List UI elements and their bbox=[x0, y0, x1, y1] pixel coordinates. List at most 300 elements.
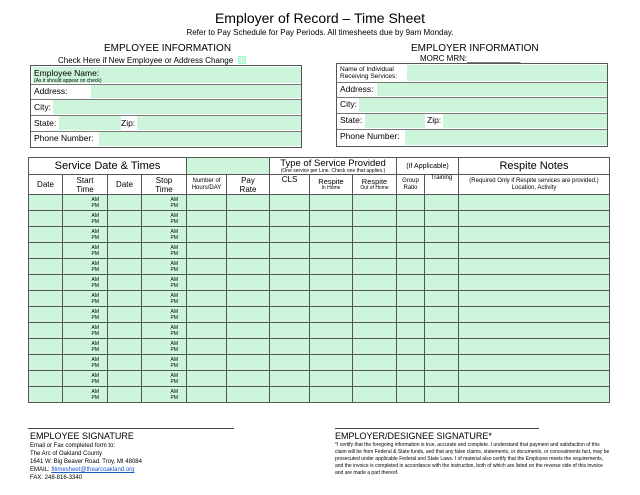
table-cell[interactable] bbox=[227, 355, 270, 371]
type-of-service-header bbox=[270, 158, 397, 175]
group-line-1: Group bbox=[402, 177, 419, 184]
table-cell[interactable] bbox=[108, 259, 142, 275]
employee-state-label: State: bbox=[34, 118, 57, 128]
employee-phone-field[interactable] bbox=[99, 132, 301, 146]
table-cell[interactable] bbox=[227, 307, 270, 323]
table-cell[interactable] bbox=[425, 259, 459, 275]
start-time-cell[interactable] bbox=[63, 195, 108, 211]
table-cell[interactable] bbox=[270, 371, 310, 387]
table-cell[interactable] bbox=[310, 307, 353, 323]
am-label: AM bbox=[91, 212, 99, 219]
start-time-cell[interactable] bbox=[63, 307, 108, 323]
am-label: AM bbox=[170, 340, 178, 347]
table-cell[interactable] bbox=[29, 259, 63, 275]
table-cell[interactable] bbox=[29, 243, 63, 259]
start-time-cell[interactable] bbox=[63, 243, 108, 259]
table-cell[interactable] bbox=[187, 259, 227, 275]
table-cell[interactable] bbox=[397, 307, 425, 323]
table-cell[interactable] bbox=[29, 227, 63, 243]
respite-out-home-column-header bbox=[353, 175, 397, 195]
respite-out-line-2: Out of Home bbox=[360, 184, 389, 191]
table-cell[interactable] bbox=[108, 211, 142, 227]
am-label: AM bbox=[91, 244, 99, 251]
employee-phone-label: Phone Number: bbox=[34, 133, 94, 143]
table-cell[interactable] bbox=[227, 211, 270, 227]
table-cell[interactable] bbox=[108, 227, 142, 243]
table-cell[interactable] bbox=[353, 371, 397, 387]
employer-info-heading: EMPLOYER INFORMATION bbox=[411, 43, 539, 54]
am-label: AM bbox=[170, 292, 178, 299]
timesheet-table bbox=[28, 157, 610, 403]
pm-label: PM bbox=[170, 202, 178, 209]
am-label: AM bbox=[91, 276, 99, 283]
pm-label: PM bbox=[170, 282, 178, 289]
respite-in-home-column-header bbox=[310, 175, 353, 195]
table-cell[interactable] bbox=[270, 307, 310, 323]
table-cell[interactable] bbox=[459, 227, 610, 243]
table-cell[interactable] bbox=[227, 275, 270, 291]
am-label: AM bbox=[170, 276, 178, 283]
pm-label: PM bbox=[170, 266, 178, 273]
start-time-cell[interactable] bbox=[63, 227, 108, 243]
table-cell[interactable] bbox=[108, 323, 142, 339]
table-cell[interactable] bbox=[108, 275, 142, 291]
employer-info-box bbox=[336, 63, 608, 147]
start-time-cell[interactable] bbox=[63, 371, 108, 387]
table-cell[interactable] bbox=[425, 211, 459, 227]
am-label: AM bbox=[170, 388, 178, 395]
table-cell[interactable] bbox=[108, 371, 142, 387]
table-cell[interactable] bbox=[270, 259, 310, 275]
pm-label: PM bbox=[91, 202, 99, 209]
pm-label: PM bbox=[91, 250, 99, 257]
stop-time-cell[interactable] bbox=[142, 371, 187, 387]
pm-label: PM bbox=[91, 234, 99, 241]
am-label: AM bbox=[170, 356, 178, 363]
cls-column-header: CLS bbox=[270, 175, 310, 195]
individual-name-label-2: Receiving Services: bbox=[340, 73, 398, 80]
table-cell[interactable] bbox=[353, 195, 397, 211]
pm-label: PM bbox=[170, 346, 178, 353]
table-cell[interactable] bbox=[187, 307, 227, 323]
page-subtitle: Refer to Pay Schedule for Pay Periods. All timesheets due by 9am Monday. bbox=[186, 28, 454, 37]
table-cell[interactable] bbox=[310, 339, 353, 355]
new-employee-checkbox[interactable] bbox=[238, 56, 246, 64]
table-cell[interactable] bbox=[459, 371, 610, 387]
table-cell[interactable] bbox=[425, 355, 459, 371]
table-cell[interactable] bbox=[270, 323, 310, 339]
org-name: The Arc of Oakland County bbox=[30, 451, 103, 457]
employer-phone-field[interactable] bbox=[405, 130, 607, 145]
stop-time-column-header bbox=[142, 175, 187, 195]
table-cell[interactable] bbox=[459, 211, 610, 227]
start-time-cell[interactable] bbox=[63, 259, 108, 275]
am-label: AM bbox=[170, 324, 178, 331]
table-cell[interactable] bbox=[425, 371, 459, 387]
email-fax-instructions: Email or Fax completed form to: bbox=[30, 443, 116, 449]
hours-line-1: Number of bbox=[192, 177, 221, 184]
table-cell[interactable] bbox=[187, 355, 227, 371]
am-label: AM bbox=[91, 292, 99, 299]
table-cell[interactable] bbox=[459, 387, 610, 403]
pm-label: PM bbox=[91, 330, 99, 337]
table-cell[interactable] bbox=[397, 291, 425, 307]
table-cell[interactable] bbox=[353, 243, 397, 259]
am-label: AM bbox=[91, 356, 99, 363]
am-label: AM bbox=[91, 340, 99, 347]
table-row bbox=[29, 387, 610, 403]
table-header-row-1 bbox=[29, 158, 610, 175]
table-cell[interactable] bbox=[425, 227, 459, 243]
table-row bbox=[29, 371, 610, 387]
table-cell[interactable] bbox=[108, 291, 142, 307]
individual-name-field[interactable] bbox=[407, 65, 607, 81]
table-cell[interactable] bbox=[29, 355, 63, 371]
stop-time-cell[interactable] bbox=[142, 227, 187, 243]
employer-state-label: State: bbox=[340, 115, 363, 125]
table-row bbox=[29, 227, 610, 243]
am-label: AM bbox=[170, 260, 178, 267]
table-cell[interactable] bbox=[353, 227, 397, 243]
table-cell[interactable] bbox=[108, 355, 142, 371]
employer-signature-line bbox=[335, 428, 539, 429]
table-cell[interactable] bbox=[459, 355, 610, 371]
table-cell[interactable] bbox=[353, 291, 397, 307]
table-cell[interactable] bbox=[227, 291, 270, 307]
table-row bbox=[29, 195, 610, 211]
pm-label: PM bbox=[170, 378, 178, 385]
table-cell[interactable] bbox=[270, 355, 310, 371]
table-cell[interactable] bbox=[29, 275, 63, 291]
stop-time-cell[interactable] bbox=[142, 211, 187, 227]
employee-info-heading: EMPLOYEE INFORMATION bbox=[104, 43, 232, 54]
table-cell[interactable] bbox=[29, 323, 63, 339]
table-cell[interactable] bbox=[108, 387, 142, 403]
am-label: AM bbox=[91, 308, 99, 315]
service-date-times-header: Service Date & Times bbox=[29, 158, 187, 175]
table-cell[interactable] bbox=[397, 371, 425, 387]
blank-header bbox=[187, 158, 270, 175]
table-cell[interactable] bbox=[187, 339, 227, 355]
notes-line-1: (Required Only if Respite services are provided.) bbox=[469, 177, 599, 184]
table-row bbox=[29, 243, 610, 259]
table-cell[interactable] bbox=[459, 323, 610, 339]
stop-time-cell[interactable] bbox=[142, 291, 187, 307]
table-cell[interactable] bbox=[108, 243, 142, 259]
table-cell[interactable] bbox=[227, 323, 270, 339]
table-cell[interactable] bbox=[353, 211, 397, 227]
table-cell[interactable] bbox=[397, 211, 425, 227]
pm-label: PM bbox=[91, 314, 99, 321]
respite-home-line-2: In Home bbox=[321, 184, 341, 191]
employer-state-field[interactable] bbox=[365, 114, 425, 128]
pay-rate-column-header bbox=[227, 175, 270, 195]
table-cell[interactable] bbox=[270, 291, 310, 307]
employer-address-label: Address: bbox=[340, 84, 374, 94]
table-cell[interactable] bbox=[270, 211, 310, 227]
employer-zip-label: Zip: bbox=[427, 115, 442, 125]
if-applicable-header: (If Applicable) bbox=[397, 158, 459, 175]
start-time-cell[interactable] bbox=[63, 323, 108, 339]
table-cell[interactable] bbox=[108, 307, 142, 323]
fax-number: FAX: 248-816-3340 bbox=[30, 475, 83, 481]
table-cell[interactable] bbox=[227, 371, 270, 387]
table-cell[interactable] bbox=[353, 259, 397, 275]
table-cell[interactable] bbox=[425, 195, 459, 211]
table-cell[interactable] bbox=[187, 227, 227, 243]
table-cell[interactable] bbox=[397, 387, 425, 403]
start-time-line-2: Time bbox=[76, 184, 94, 194]
table-cell[interactable] bbox=[310, 259, 353, 275]
pay-line-1: Pay bbox=[241, 175, 255, 185]
date-column-header: Date bbox=[29, 175, 63, 195]
pm-label: PM bbox=[91, 282, 99, 289]
table-cell[interactable] bbox=[29, 291, 63, 307]
table-cell[interactable] bbox=[425, 243, 459, 259]
stop-time-cell[interactable] bbox=[142, 323, 187, 339]
start-time-cell[interactable] bbox=[63, 355, 108, 371]
stop-time-cell[interactable] bbox=[142, 387, 187, 403]
respite-notes-header: Respite Notes bbox=[459, 158, 610, 175]
pm-label: PM bbox=[170, 298, 178, 305]
am-label: AM bbox=[91, 388, 99, 395]
table-cell[interactable] bbox=[270, 227, 310, 243]
start-time-cell[interactable] bbox=[63, 339, 108, 355]
table-cell[interactable] bbox=[310, 387, 353, 403]
stop-time-cell[interactable] bbox=[142, 243, 187, 259]
table-row bbox=[29, 339, 610, 355]
employee-zip-label: Zip: bbox=[121, 118, 136, 128]
table-cell[interactable] bbox=[270, 243, 310, 259]
table-cell[interactable] bbox=[227, 195, 270, 211]
table-cell[interactable] bbox=[397, 355, 425, 371]
stop-time-cell[interactable] bbox=[142, 355, 187, 371]
pm-label: PM bbox=[170, 250, 178, 257]
stop-time-cell[interactable] bbox=[142, 259, 187, 275]
table-cell[interactable] bbox=[397, 195, 425, 211]
table-cell[interactable] bbox=[397, 259, 425, 275]
table-cell[interactable] bbox=[29, 307, 63, 323]
table-row bbox=[29, 355, 610, 371]
table-cell[interactable] bbox=[187, 243, 227, 259]
table-cell[interactable] bbox=[397, 243, 425, 259]
table-cell[interactable] bbox=[270, 387, 310, 403]
table-cell[interactable] bbox=[108, 339, 142, 355]
table-cell[interactable] bbox=[310, 211, 353, 227]
table-cell[interactable] bbox=[425, 339, 459, 355]
start-time-cell[interactable] bbox=[63, 275, 108, 291]
pm-label: PM bbox=[170, 234, 178, 241]
table-row bbox=[29, 211, 610, 227]
stop-time-cell[interactable] bbox=[142, 275, 187, 291]
employee-signature-heading: EMPLOYEE SIGNATURE bbox=[30, 431, 134, 441]
employee-signature-line bbox=[28, 428, 234, 429]
table-cell[interactable] bbox=[29, 371, 63, 387]
table-row bbox=[29, 323, 610, 339]
timesheet-rows bbox=[29, 195, 610, 403]
stop-time-cell[interactable] bbox=[142, 339, 187, 355]
employer-phone-label: Phone Number: bbox=[340, 131, 400, 141]
certification-text: *I certify that the foregoing information is true, accurate and complete. I understand that payment and satisfaction of this claim will be from Federal & State funds, and that any false claims, statements, or documents, or concealments fact, may be prosecuted under applicable Federal and State Laws. I of material also certify that the Employee meets the requirements, and the invoice is completed in accordance with the instruction, both of which are listed on the reverse side of this invoice and are made a part thereof. bbox=[335, 442, 610, 476]
start-time-cell[interactable] bbox=[63, 387, 108, 403]
employee-info-box bbox=[30, 65, 302, 148]
am-label: AM bbox=[91, 324, 99, 331]
pm-label: PM bbox=[170, 362, 178, 369]
new-employee-checkbox-label: Check Here if New Employee or Address Change bbox=[58, 56, 234, 65]
employee-address-field[interactable] bbox=[91, 85, 301, 98]
page-title: Employer of Record – Time Sheet bbox=[214, 10, 426, 26]
table-cell[interactable] bbox=[310, 227, 353, 243]
table-cell[interactable] bbox=[310, 275, 353, 291]
table-cell[interactable] bbox=[353, 323, 397, 339]
start-time-cell[interactable] bbox=[63, 291, 108, 307]
employee-city-label: City: bbox=[34, 102, 51, 112]
employee-state-field[interactable] bbox=[59, 116, 121, 130]
table-row bbox=[29, 291, 610, 307]
employer-signature-heading: EMPLOYER/DESIGNEE SIGNATURE* bbox=[335, 431, 492, 441]
pm-label: PM bbox=[170, 394, 178, 401]
table-cell[interactable] bbox=[425, 323, 459, 339]
table-cell[interactable] bbox=[29, 195, 63, 211]
stop-time-cell[interactable] bbox=[142, 195, 187, 211]
start-time-column-header bbox=[63, 175, 108, 195]
table-cell[interactable] bbox=[425, 307, 459, 323]
table-cell[interactable] bbox=[459, 275, 610, 291]
table-cell[interactable] bbox=[227, 339, 270, 355]
employer-zip-field[interactable] bbox=[443, 114, 607, 128]
am-label: AM bbox=[170, 372, 178, 379]
hours-column-header bbox=[187, 175, 227, 195]
group-ratio-column-header bbox=[397, 175, 425, 195]
pm-label: PM bbox=[91, 346, 99, 353]
table-cell[interactable] bbox=[310, 323, 353, 339]
table-cell[interactable] bbox=[29, 211, 63, 227]
pm-label: PM bbox=[170, 218, 178, 225]
table-cell[interactable] bbox=[397, 339, 425, 355]
employer-address-field[interactable] bbox=[377, 83, 607, 96]
table-cell[interactable] bbox=[187, 323, 227, 339]
pay-line-2: Rate bbox=[239, 184, 257, 194]
table-cell[interactable] bbox=[187, 371, 227, 387]
table-cell[interactable] bbox=[425, 291, 459, 307]
employee-city-field[interactable] bbox=[53, 100, 301, 114]
table-cell[interactable] bbox=[270, 339, 310, 355]
table-cell[interactable] bbox=[459, 339, 610, 355]
pm-label: PM bbox=[91, 266, 99, 273]
hours-line-2: Hours/DAY bbox=[191, 184, 222, 191]
employee-address-label: Address: bbox=[34, 86, 68, 96]
table-cell[interactable] bbox=[397, 323, 425, 339]
table-cell[interactable] bbox=[227, 259, 270, 275]
table-cell[interactable] bbox=[397, 227, 425, 243]
am-label: AM bbox=[91, 260, 99, 267]
org-address: 1641 W. Big Beaver Road. Troy, MI 48084 bbox=[30, 459, 142, 465]
training-column-header: Training bbox=[425, 175, 459, 195]
am-label: AM bbox=[91, 372, 99, 379]
table-cell[interactable] bbox=[310, 371, 353, 387]
table-row bbox=[29, 275, 610, 291]
table-cell[interactable] bbox=[397, 275, 425, 291]
table-cell[interactable] bbox=[353, 275, 397, 291]
table-cell[interactable] bbox=[270, 195, 310, 211]
am-label: AM bbox=[170, 244, 178, 251]
am-label: AM bbox=[170, 228, 178, 235]
table-cell[interactable] bbox=[459, 307, 610, 323]
pm-label: PM bbox=[91, 362, 99, 369]
pm-label: PM bbox=[170, 314, 178, 321]
table-cell[interactable] bbox=[270, 275, 310, 291]
table-cell[interactable] bbox=[187, 291, 227, 307]
table-cell[interactable] bbox=[425, 387, 459, 403]
table-row bbox=[29, 259, 610, 275]
table-cell[interactable] bbox=[187, 387, 227, 403]
start-time-line-1: Start bbox=[76, 175, 94, 185]
date-column-header-2: Date bbox=[108, 175, 142, 195]
table-row bbox=[29, 307, 610, 323]
pm-label: PM bbox=[91, 378, 99, 385]
am-label: AM bbox=[91, 196, 99, 203]
am-label: AM bbox=[170, 212, 178, 219]
table-cell[interactable] bbox=[459, 259, 610, 275]
table-cell[interactable] bbox=[459, 243, 610, 259]
am-label: AM bbox=[170, 308, 178, 315]
am-label: AM bbox=[91, 228, 99, 235]
employee-zip-field[interactable] bbox=[137, 116, 301, 130]
table-cell[interactable] bbox=[29, 387, 63, 403]
respite-out-line-1: Respite bbox=[361, 176, 388, 186]
stop-time-line-2: Time bbox=[155, 184, 173, 194]
table-cell[interactable] bbox=[227, 227, 270, 243]
table-cell[interactable] bbox=[459, 195, 610, 211]
pm-label: PM bbox=[91, 394, 99, 401]
table-cell[interactable] bbox=[310, 243, 353, 259]
stop-time-cell[interactable] bbox=[142, 307, 187, 323]
table-cell[interactable] bbox=[459, 291, 610, 307]
start-time-cell[interactable] bbox=[63, 211, 108, 227]
table-cell[interactable] bbox=[353, 355, 397, 371]
table-cell[interactable] bbox=[187, 275, 227, 291]
table-cell[interactable] bbox=[310, 291, 353, 307]
employer-city-label: City: bbox=[340, 99, 357, 109]
table-cell[interactable] bbox=[310, 195, 353, 211]
pm-label: PM bbox=[91, 218, 99, 225]
type-of-service-title: Type of Service Provided bbox=[280, 157, 386, 169]
table-cell[interactable] bbox=[227, 243, 270, 259]
table-cell[interactable] bbox=[187, 211, 227, 227]
table-header-row-2 bbox=[29, 175, 610, 195]
pm-label: PM bbox=[91, 298, 99, 305]
individual-name-label-1: Name of Individual bbox=[340, 66, 394, 73]
morc-mrn-label: MORC MRN:____________ bbox=[420, 54, 521, 63]
notes-column-header bbox=[459, 175, 610, 195]
email-line bbox=[30, 466, 134, 474]
employer-city-field[interactable] bbox=[359, 98, 607, 112]
table-cell[interactable] bbox=[353, 339, 397, 355]
table-cell[interactable] bbox=[29, 339, 63, 355]
table-cell[interactable] bbox=[227, 387, 270, 403]
email-link[interactable]: fitimesheet@thearcoakland.org bbox=[51, 467, 135, 473]
table-cell[interactable] bbox=[353, 387, 397, 403]
table-cell[interactable] bbox=[310, 355, 353, 371]
employee-name-note: (As it should appear on check) bbox=[34, 78, 102, 84]
table-cell[interactable] bbox=[353, 307, 397, 323]
table-cell[interactable] bbox=[108, 195, 142, 211]
notes-line-2: Location, Activity bbox=[511, 184, 557, 191]
table-cell[interactable] bbox=[425, 275, 459, 291]
am-label: AM bbox=[170, 196, 178, 203]
table-cell[interactable] bbox=[187, 195, 227, 211]
respite-home-line-1: Respite bbox=[318, 176, 344, 186]
